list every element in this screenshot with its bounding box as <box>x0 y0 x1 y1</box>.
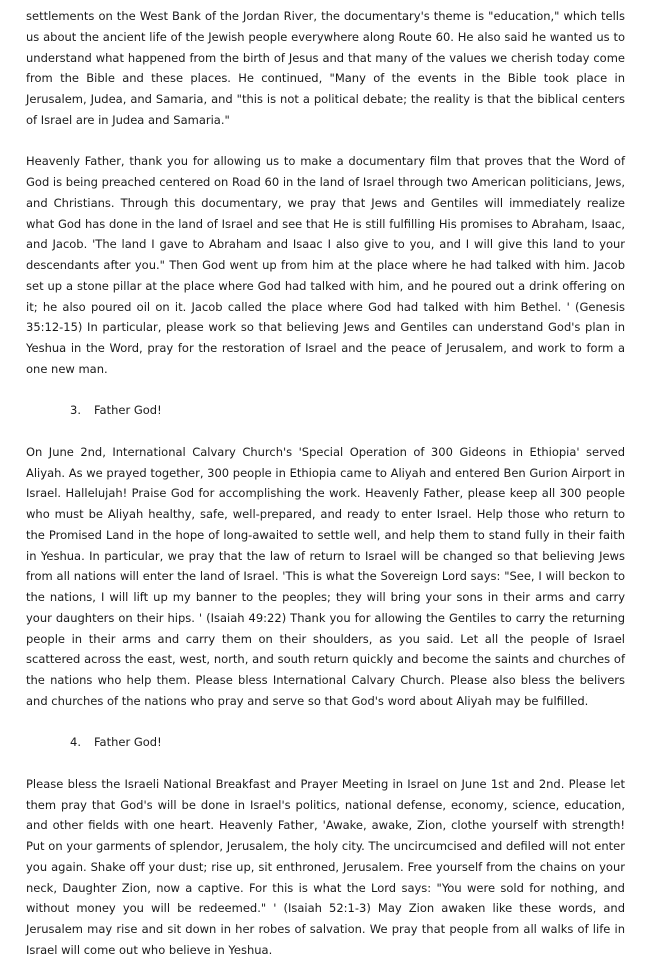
paragraph-gap <box>26 712 625 733</box>
section-title: Father God! <box>94 403 162 418</box>
section-number: 3. <box>70 403 81 418</box>
section-number: 4. <box>70 735 81 750</box>
paragraph-aliyah-ethiopia: On June 2nd, International Calvary Church's 'Special Operation of 300 Gideons in Ethiopia' served Aliyah. As we prayed together, 300 people in Ethiopia came to Aliyah and entered Ben Gurion Airport in Israel. Hallelujah! Praise God for accomplishing the work. Heavenly Father, please keep all 300 people who must be Aliyah healthy, safe, well-prepared, and ready to enter Israel. Help those who return to the Promised Land in the hope of long-awaited to settle well, and help them to stand fully in their faith in Yeshua. In particular, we pray that the law of return to Israel will be changed so that believing Jews from all nations will enter the land of Israel. 'This is what the Sovereign Lord says: "See, I will beckon to the nations, I will lift up my banner to the peoples; they will bring your sons in their arms and carry your daughters on their hips. ' (Isaiah 49:22) Thank you for allowing the Gentiles to carry the returning people in their arms and carry them on their shoulders, as you said. Let all the people of Israel scattered across the east, west, north, and south return quickly and become the saints and churches of the nations who help them. Please bless International Calvary Church. Please also bless the belivers and churches of the nations who pray and serve so that God's word about Aliyah may be fulfilled. <box>26 444 625 708</box>
paragraph-heavenly-father-documentary: Heavenly Father, thank you for allowing us to make a documentary film that proves that the Word of God is being preached centered on Road 60 in the land of Israel through two American politicians, Jews, and Christians. Through this documentary, we pray that Jews and Gentiles will immediately realize what God has done in the land of Israel and see that He is still fulfilling His promises to Abraham, Isaac, and Jacob. 'The land I gave to Abraham and Isaac I also give to you, and I will give this land to your descendants after you." Then God went up from him at the place where he had talked with him. Jacob set up a stone pillar at the place where God had talked with him, and he poured out a drink offering on it; he also poured oil on it. Jacob called the place where God had talked with him Bethel. ' (Genesis 35:12-15) In particular, please work so that believing Jews and Gentiles can understand God's plan in Yeshua in the Word, pray for the restoration of Israel and the peace of Jerusalem, and work to form a one new man. <box>26 154 625 376</box>
section-heading-3 <box>26 400 625 421</box>
section-title: Father God! <box>94 735 162 750</box>
paragraph-route-60-documentary: settlements on the West Bank of the Jordan River, the documentary's theme is "education," which tells us about the ancient life of the Jewish people everywhere along Route 60. He also said he wanted us to understand what happened from the birth of Jesus and that many of the values we cherish today come from the Bible and these places. He continued, "Many of the events in the Bible took place in Jerusalem, Judea, and Samaria, and "this is not a political debate; the reality is that the biblical centers of Israel are in Judea and Samaria." <box>26 9 625 127</box>
paragraph-gap <box>26 421 625 442</box>
paragraph-gap <box>26 380 625 401</box>
paragraph-prayer-breakfast: Please bless the Israeli National Breakfast and Prayer Meeting in Israel on June 1st and 2nd. Please let them pray that God's will be done in Israel's politics, national defense, economy, science, education, and other fields with one heart. Heavenly Father, 'Awake, awake, Zion, clothe yourself with strength! Put on your garments of splendor, Jerusalem, the holy city. The uncircumcised and defiled will not enter you again. Shake off your dust; rise up, sit enthroned, Jerusalem. Free yourself from the chains on your neck, Daughter Zion, now a captive. For this is what the Lord says: "You were sold for nothing, and without money you will be redeemed." ' (Isaiah 52:1-3) May Zion awaken like these words, and Jerusalem may rise and sit down in her robes of salvation. We pray that people from all walks of life in Israel will come out who believe in Yeshua. <box>26 776 625 957</box>
paragraph-gap <box>26 753 625 774</box>
paragraph-gap <box>26 131 625 152</box>
section-heading-4 <box>26 732 625 753</box>
